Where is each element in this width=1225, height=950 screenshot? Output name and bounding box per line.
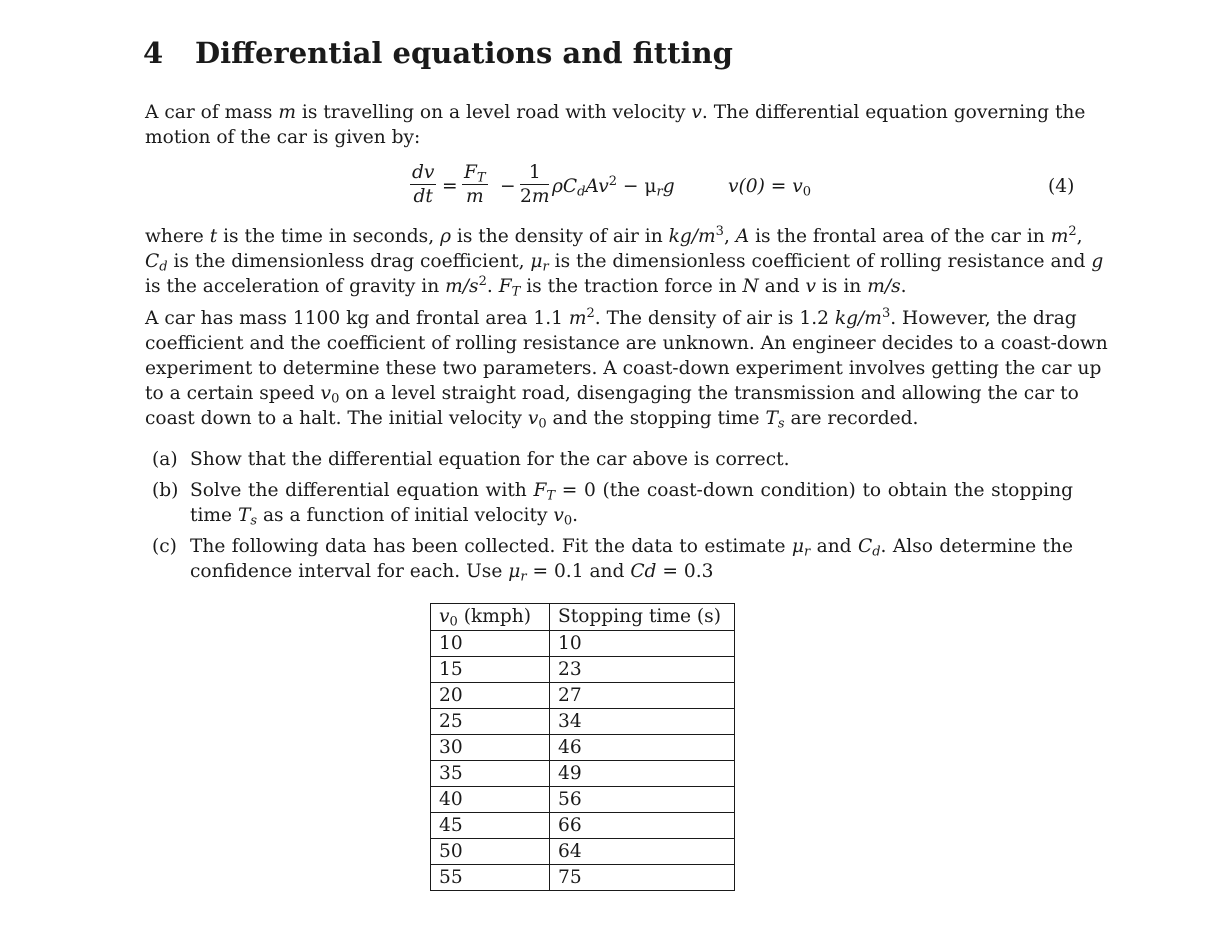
section-title: Differential equations and fitting [195, 36, 733, 70]
stopping-time-cell: 66 [550, 813, 735, 839]
problem-line-3: experiment to determine these two parameters. A coast-down experiment involves getting the car up [145, 358, 1102, 379]
item-c-label: (c) [152, 536, 177, 557]
table-row [431, 683, 735, 709]
where-line-1: where t is the time in seconds, ρ is the density of air in $kg/m^3$, A is the frontal area of the car in $m^2$, [145, 223, 1083, 247]
stopping-time-cell: 49 [550, 761, 735, 787]
stopping-time-cell: 27 [550, 683, 735, 709]
initial-velocity-cell: 10 [431, 631, 550, 657]
initial-velocity-cell: 45 [431, 813, 550, 839]
intro-line-2: motion of the car is given by: [145, 127, 421, 148]
stopping-time-cell: 23 [550, 657, 735, 683]
initial-velocity-cell: 30 [431, 735, 550, 761]
equation-number: (4) [1048, 176, 1075, 197]
stopping-time-cell: 46 [550, 735, 735, 761]
section-number: 4 [143, 36, 164, 70]
stopping-time-cell: 75 [550, 865, 735, 891]
initial-condition: $v(0) = v_0$ [728, 176, 812, 200]
item-b-label: (b) [152, 480, 179, 501]
equation-terms: $\rho C_dAv^2 - \mu_rg$ [552, 173, 675, 200]
item-a-text: Show that the differential equation for the car above is correct. [190, 449, 790, 470]
table-header-row [431, 604, 735, 631]
intro-line-1: A car of mass m is travelling on a level road with velocity v. The differential equation governing the [145, 102, 1086, 123]
problem-line-4: to a certain speed $v_0$ on a level straight road, disengaging the transmission and allowing the car to [145, 383, 1079, 407]
table-row [431, 787, 735, 813]
table-row [431, 631, 735, 657]
item-c-text: The following data has been collected. Fit the data to estimate $\mu_r$ and $C_d$. Also determine the confidence interval for each. Use $\mu_r = 0.1$ and Cd = 0.3 [190, 536, 1073, 585]
where-line-3: is the acceleration of gravity in $m/s^2$. $F_T$ is the traction force in N and v is in m/s. [145, 273, 907, 300]
fraction-one-2m: $\frac{1}{2m}$ [520, 162, 550, 207]
initial-velocity-cell: 40 [431, 787, 550, 813]
stopping-time-cell: 10 [550, 631, 735, 657]
initial-velocity-cell: 25 [431, 709, 550, 735]
initial-velocity-cell: 50 [431, 839, 550, 865]
stopping-time-cell: 34 [550, 709, 735, 735]
table-row [431, 839, 735, 865]
table-row [431, 709, 735, 735]
initial-velocity-cell: 55 [431, 865, 550, 891]
problem-line-2: coefficient and the coefficient of rolling resistance are unknown. An engineer decides to a coast-down [145, 333, 1108, 354]
stopping-time-cell: 64 [550, 839, 735, 865]
table-row [431, 735, 735, 761]
table-row [431, 657, 735, 683]
table-row [431, 761, 735, 787]
header-stopping-time: Stopping time (s) [550, 604, 735, 631]
where-line-2: $C_d$ is the dimensionless drag coefficient, $\mu_r$ is the dimensionless coefficient of rolling resistance and g [145, 251, 1104, 275]
table-row [431, 865, 735, 891]
item-b-text: Solve the differential equation with $F_T = 0$ (the coast-down condition) to obtain the stopping time $T_s$ as a function of initial velocity $v_0$. [190, 480, 1073, 529]
fraction-dv-dt: $\frac{dv}{dt}$ [412, 162, 435, 207]
problem-paragraph [145, 305, 1108, 432]
item-a-label: (a) [152, 449, 178, 470]
intro-paragraph [145, 100, 1086, 150]
initial-velocity-cell: 20 [431, 683, 550, 709]
table-row [431, 813, 735, 839]
section-heading [143, 36, 733, 70]
stopping-time-cell: 56 [550, 787, 735, 813]
fraction-ft-m: $\frac{F_T}{m}$ [464, 162, 486, 207]
where-paragraph [145, 223, 1104, 300]
initial-velocity-cell: 15 [431, 657, 550, 683]
initial-velocity-cell: 35 [431, 761, 550, 787]
data-table [430, 603, 735, 891]
header-initial-velocity: $v_0$ (kmph) [431, 604, 550, 631]
problem-line-5: coast down to a halt. The initial velocity $v_0$ and the stopping time $T_s$ are recorded. [145, 408, 919, 432]
problem-line-1: A car has mass 1100 kg and frontal area 1.1 $m^2$. The density of air is 1.2 $kg/m^3$. However, the drag [145, 305, 1077, 329]
